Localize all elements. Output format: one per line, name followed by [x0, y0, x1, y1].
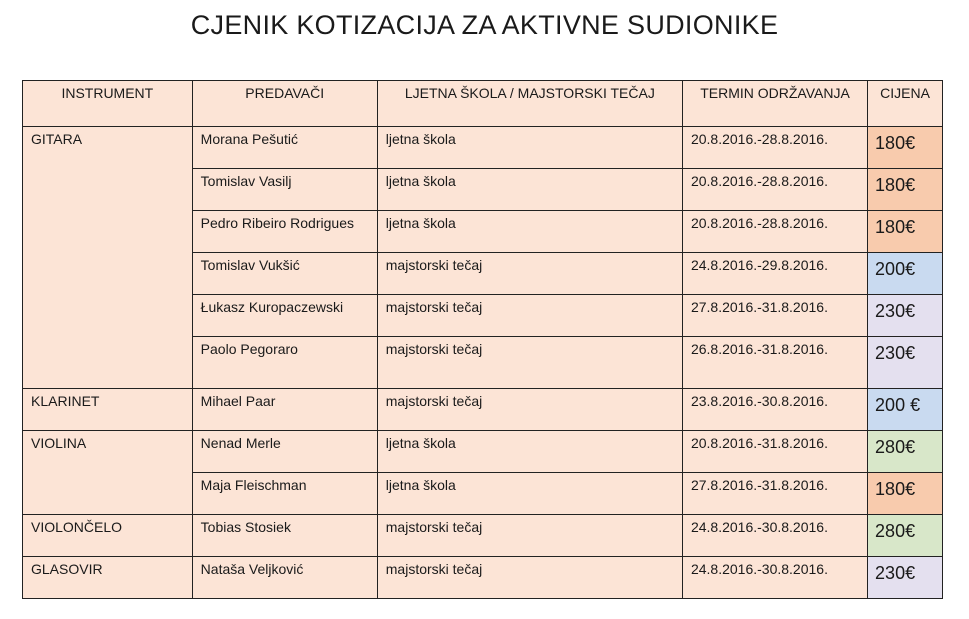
header-course-type: LJETNA ŠKOLA / MAJSTORSKI TEČAJ — [377, 81, 682, 127]
instrument-cell: KLARINET — [23, 389, 193, 431]
instrument-cell: GITARA — [23, 127, 193, 169]
table-row — [23, 557, 943, 599]
table-row — [23, 473, 943, 515]
course-type-cell: majstorski tečaj — [377, 337, 682, 389]
price-cell: 180€ — [868, 127, 943, 169]
course-type-cell: ljetna škola — [377, 169, 682, 211]
header-dates: TERMIN ODRŽAVANJA — [682, 81, 867, 127]
course-type-cell: ljetna škola — [377, 473, 682, 515]
lecturer-cell: Nenad Merle — [192, 431, 377, 473]
dates-cell: 20.8.2016.-28.8.2016. — [682, 127, 867, 169]
price-table — [22, 80, 943, 599]
lecturer-cell: Paolo Pegoraro — [192, 337, 377, 389]
course-type-cell: majstorski tečaj — [377, 253, 682, 295]
instrument-cell — [23, 295, 193, 337]
price-cell: 180€ — [868, 211, 943, 253]
lecturer-cell: Tomislav Vasilj — [192, 169, 377, 211]
dates-cell: 20.8.2016.-31.8.2016. — [682, 431, 867, 473]
table-header-row — [23, 81, 943, 127]
lecturer-cell: Maja Fleischman — [192, 473, 377, 515]
dates-cell: 27.8.2016.-31.8.2016. — [682, 473, 867, 515]
table-row — [23, 169, 943, 211]
page-title: CJENIK KOTIZACIJA ZA AKTIVNE SUDIONIKE — [190, 10, 779, 40]
price-cell: 230€ — [868, 295, 943, 337]
price-cell: 280€ — [868, 431, 943, 473]
table-row — [23, 211, 943, 253]
price-cell: 200 € — [868, 389, 943, 431]
table-row — [23, 337, 943, 389]
lecturer-cell: Mihael Paar — [192, 389, 377, 431]
dates-cell: 24.8.2016.-30.8.2016. — [682, 557, 867, 599]
instrument-cell: VIOLONČELO — [23, 515, 193, 557]
table-row — [23, 253, 943, 295]
lecturer-cell: Tobias Stosiek — [192, 515, 377, 557]
dates-cell: 27.8.2016.-31.8.2016. — [682, 295, 867, 337]
price-cell: 180€ — [868, 473, 943, 515]
dates-cell: 24.8.2016.-29.8.2016. — [682, 253, 867, 295]
instrument-cell: GLASOVIR — [23, 557, 193, 599]
header-instrument: INSTRUMENT — [23, 81, 193, 127]
dates-cell: 20.8.2016.-28.8.2016. — [682, 169, 867, 211]
lecturer-cell: Pedro Ribeiro Rodrigues — [192, 211, 377, 253]
price-cell: 230€ — [868, 557, 943, 599]
course-type-cell: ljetna škola — [377, 211, 682, 253]
instrument-cell — [23, 473, 193, 515]
instrument-cell — [23, 211, 193, 253]
dates-cell: 24.8.2016.-30.8.2016. — [682, 515, 867, 557]
course-type-cell: majstorski tečaj — [377, 557, 682, 599]
table-row — [23, 431, 943, 473]
instrument-cell — [23, 169, 193, 211]
dates-cell: 26.8.2016.-31.8.2016. — [682, 337, 867, 389]
price-cell: 180€ — [868, 169, 943, 211]
price-cell: 230€ — [868, 337, 943, 389]
instrument-cell — [23, 253, 193, 295]
lecturer-cell: Nataša Veljković — [192, 557, 377, 599]
course-type-cell: majstorski tečaj — [377, 389, 682, 431]
header-price: CIJENA — [868, 81, 943, 127]
dates-cell: 20.8.2016.-28.8.2016. — [682, 211, 867, 253]
table-row — [23, 389, 943, 431]
price-cell: 200€ — [868, 253, 943, 295]
course-type-cell: ljetna škola — [377, 431, 682, 473]
course-type-cell: majstorski tečaj — [377, 295, 682, 337]
table-row — [23, 127, 943, 169]
lecturer-cell: Morana Pešutić — [192, 127, 377, 169]
dates-cell: 23.8.2016.-30.8.2016. — [682, 389, 867, 431]
table-row — [23, 515, 943, 557]
course-type-cell: majstorski tečaj — [377, 515, 682, 557]
course-type-cell: ljetna škola — [377, 127, 682, 169]
price-cell: 280€ — [868, 515, 943, 557]
instrument-cell: VIOLINA — [23, 431, 193, 473]
lecturer-cell: Tomislav Vukšić — [192, 253, 377, 295]
table-row — [23, 295, 943, 337]
instrument-cell — [23, 337, 193, 389]
lecturer-cell: Łukasz Kuropaczewski — [192, 295, 377, 337]
header-lecturers: PREDAVAČI — [192, 81, 377, 127]
